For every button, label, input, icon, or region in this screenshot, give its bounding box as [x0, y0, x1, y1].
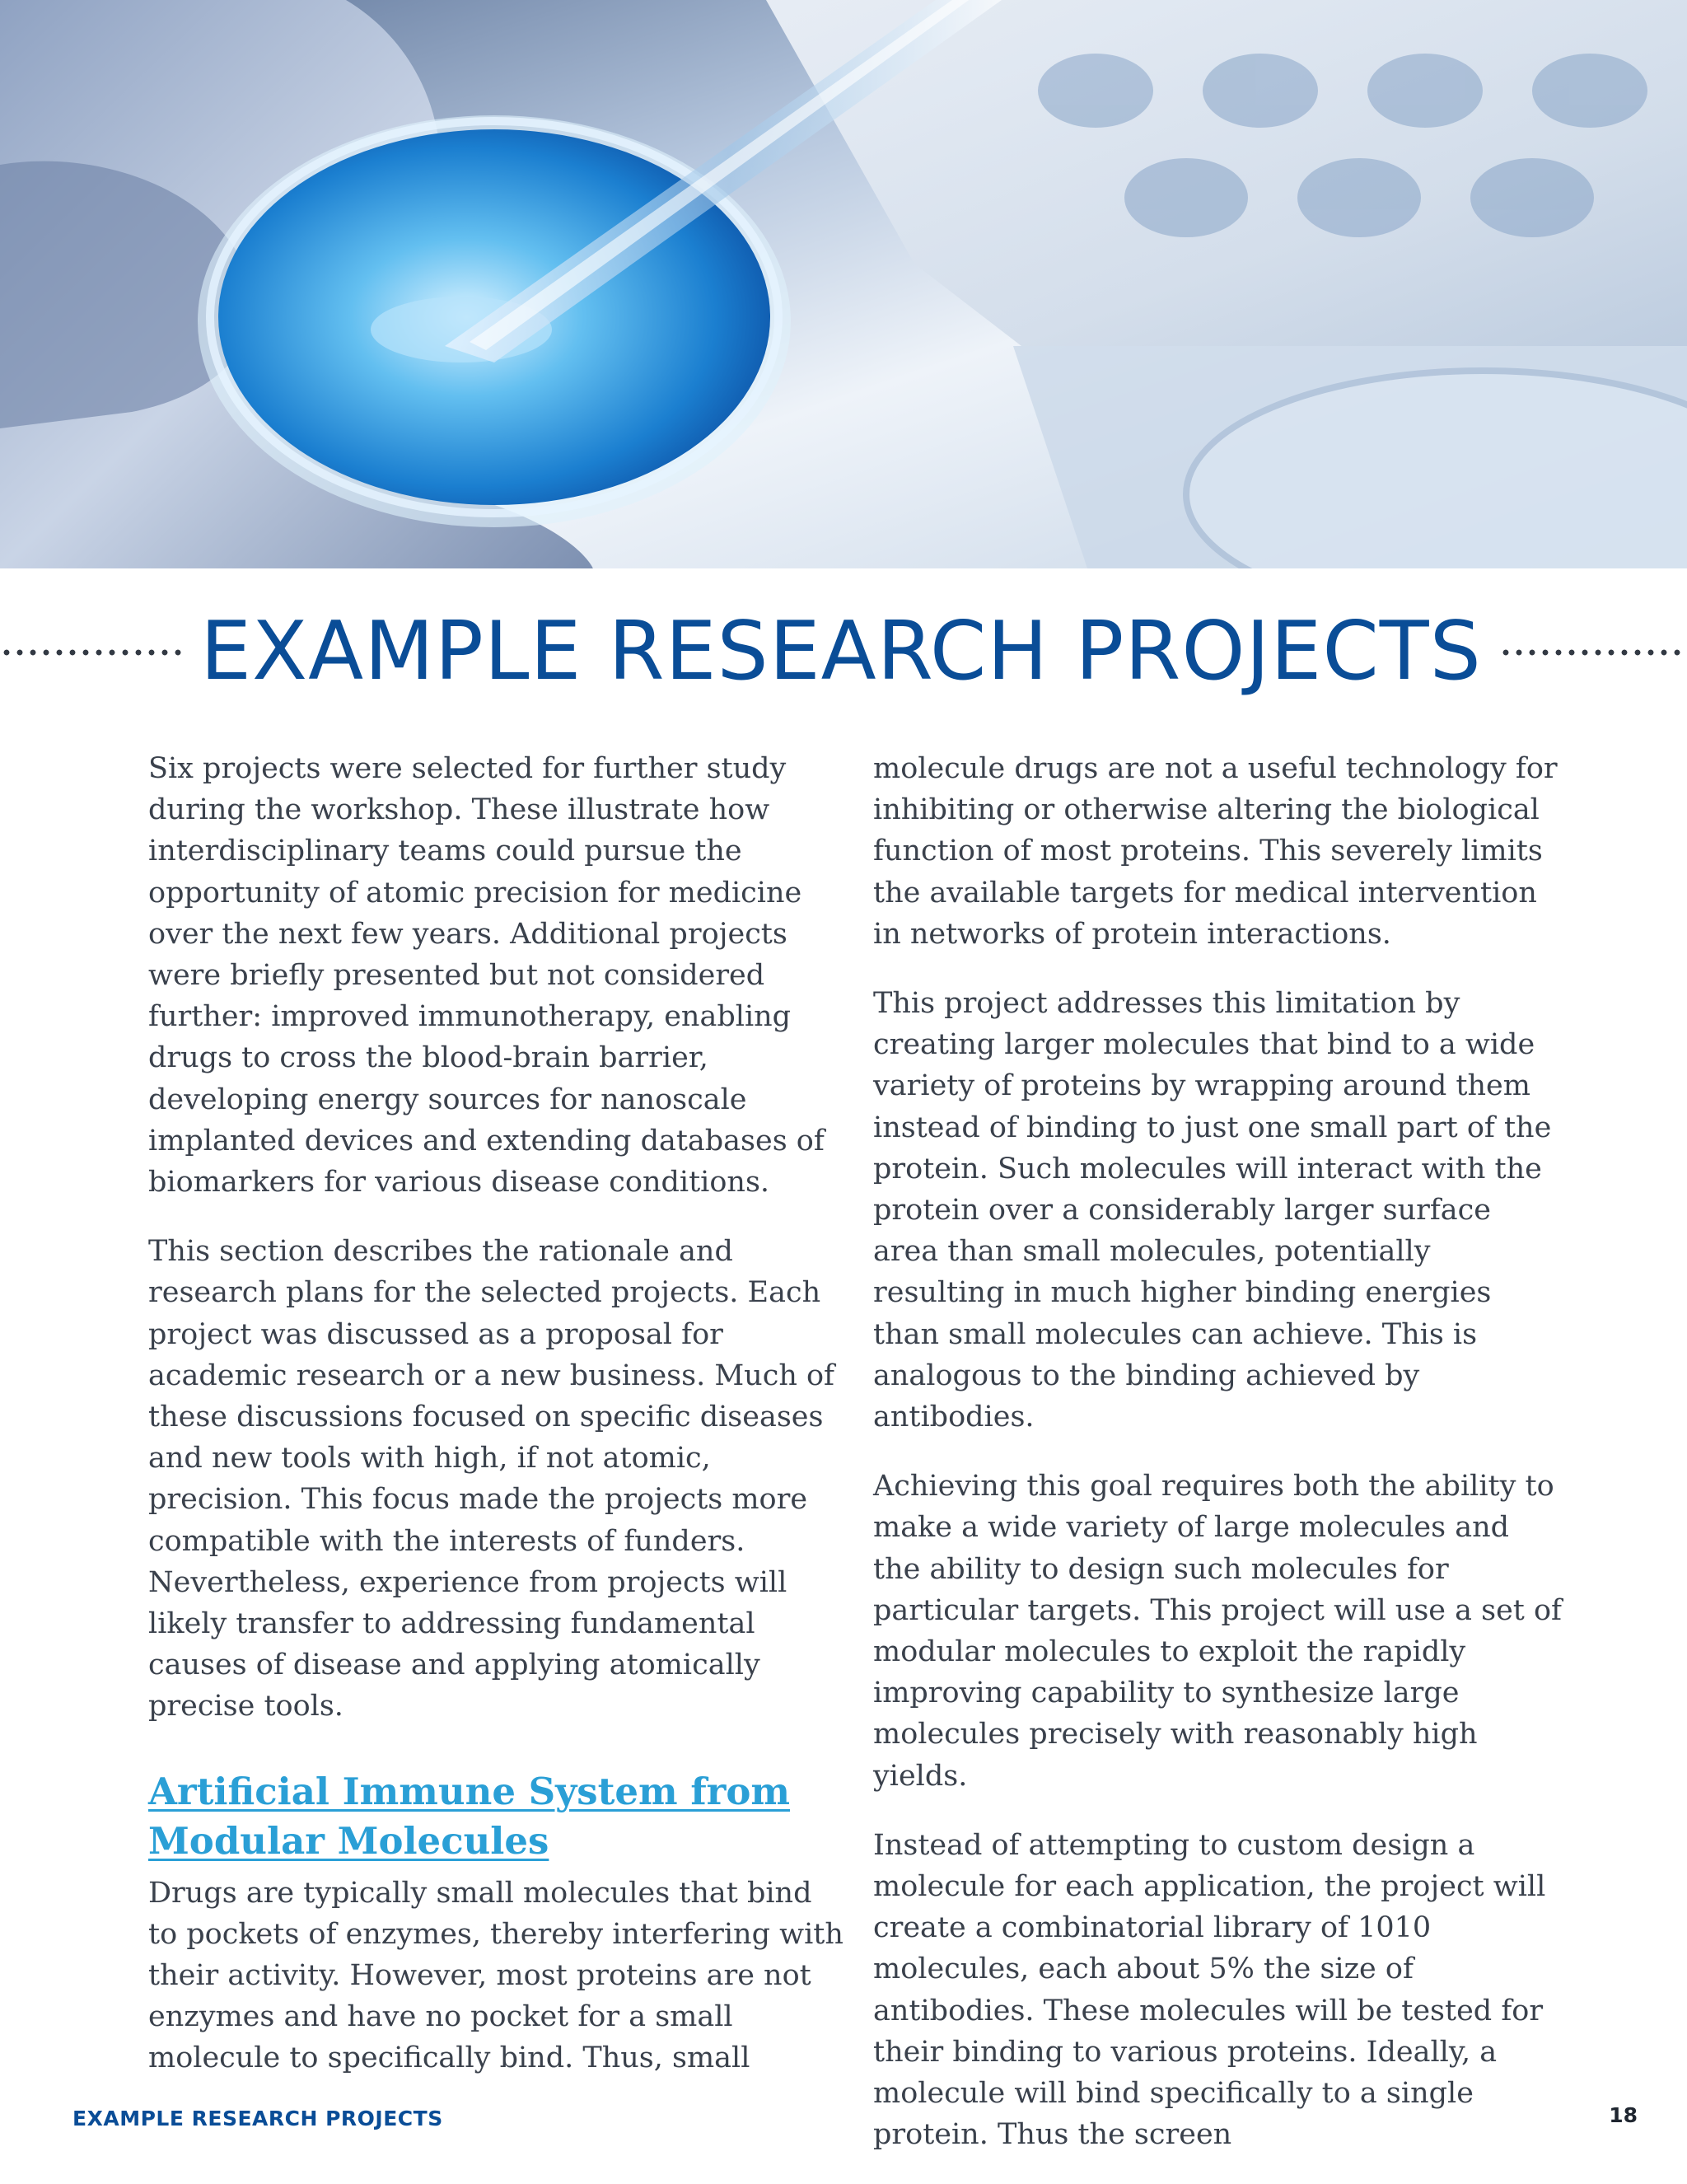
body-paragraph: Drugs are typically small molecules that bind to pockets of enzymes, thereby interfering with their activity. However, most proteins are not enzymes and have no pocket for a small molecule to specifically bind. Thus, small	[148, 1876, 844, 2075]
left-column	[148, 748, 848, 2107]
page-title: EXAMPLE RESEARCH PROJECTS	[200, 605, 1482, 699]
right-column	[873, 748, 1565, 2184]
body-paragraph: Instead of attempting to custom design a molecule for each application, the project will create a combinatorial library of 1010 molecules, each about 5% the size of antibodies. These molecules will be tested for their binding to various proteins. Ideally, a molecule will bind specifically to a single protein. Thus the screen	[873, 1828, 1546, 2152]
section-heading-link[interactable]: Artificial Immune System from Modular Molecules	[148, 1769, 791, 1863]
body-paragraph: Six projects were selected for further study during the workshop. These illustrate how interdisciplinary teams could pursue the opportunity of atomic precision for medicine over the next few years. Additional projects were briefly presented but not considered further: improved immunotherapy, enabling drugs to cross the blood-brain barrier, developing energy sources for nanoscale implanted devices and extending databases of biomarkers for various disease conditions.	[148, 752, 825, 1200]
hero-lab-image	[0, 0, 1687, 568]
dotted-rule-left	[0, 649, 183, 656]
body-paragraph: Achieving this goal requires both the ability to make a wide variety of large molecules and the ability to design such molecules for particular targets. This project will use a set of modular molecules to exploit the rapidly improving capability to synthesize large molecules precisely with reasonably high yields.	[873, 1470, 1563, 1793]
footer-section-label: EXAMPLE RESEARCH PROJECTS	[72, 2107, 443, 2130]
dotted-rule-right	[1499, 649, 1687, 656]
body-paragraph: This project addresses this limitation by creating larger molecules that bind to a wide variety of proteins by wrapping around them instead of binding to just one small part of the protein. Such molecules will interact with the protein over a considerably larger surface area than small molecules, potentially resulting in much higher binding energies than small molecules can achieve. This is analogous to the binding achieved by antibodies.	[873, 987, 1552, 1434]
body-paragraph: This section describes the rationale and research plans for the selected projects. Each project was discussed as a proposal for academic research or a new business. Much of these discussions focused on specific diseases and new tools with high, if not atomic, precision. This focus made the projects more compatible with the interests of funders. Nevertheless, experience from projects will likely transfer to addressing fundamental causes of disease and applying atomically precise tools.	[148, 1235, 835, 1723]
page-number: 18	[1609, 2103, 1638, 2127]
title-row	[0, 605, 1687, 700]
body-paragraph: molecule drugs are not a useful technology for inhibiting or otherwise altering the biological function of most proteins. This severely limits the available targets for medical intervention in networks of protein interactions.	[873, 752, 1558, 951]
